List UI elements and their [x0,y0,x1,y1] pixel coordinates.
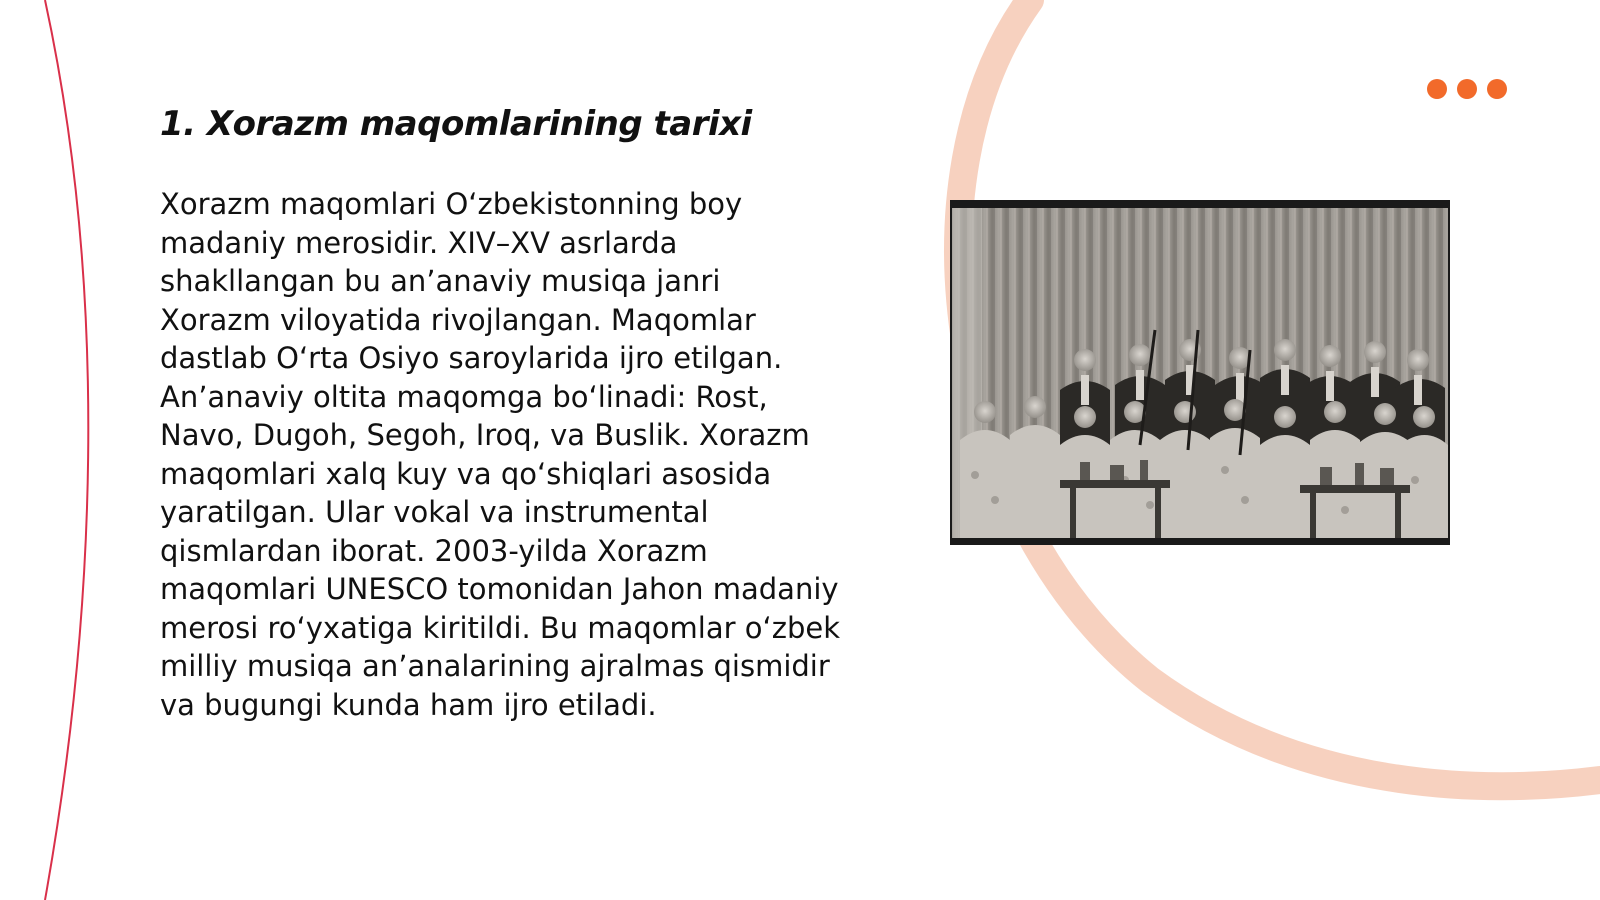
decorative-left-curve [45,0,88,900]
group-photo [950,200,1450,545]
slide-body-text: Xorazm maqomlari O‘zbekistonning boy madaniy merosidir. XIV–XV asrlarda shakllangan bu an’anaviy musiqa janri Xorazm viloyatida rivojlangan. Maqomlar dastlab O‘rta Osiyo saroylarida ijro etilgan. An’anaviy oltita maqomga bo‘linadi: Rost, Navo, Dugoh, Segoh, Iroq, va Buslik. Xorazm maqomlari xalq kuy va qo‘shiqlari asosida yaratilgan. Ular vokal va instrumental qismlardan iborat. 2003-yilda Xorazm maqomlari UNESCO tomonidan Jahon madaniy merosi ro‘yxatiga kiritildi. Bu maqomlar o‘zbek milliy musiqa an’analarining ajralmas qismidir va bugungi kunda ham ijro etiladi. [160,187,840,722]
dot-2 [1457,79,1477,99]
decorative-dots [1427,79,1507,99]
dot-1 [1427,79,1447,99]
slide-title: 1. Xorazm maqomlarining tarixi [160,104,752,144]
group-photo-icon [950,200,1450,545]
dot-3 [1487,79,1507,99]
